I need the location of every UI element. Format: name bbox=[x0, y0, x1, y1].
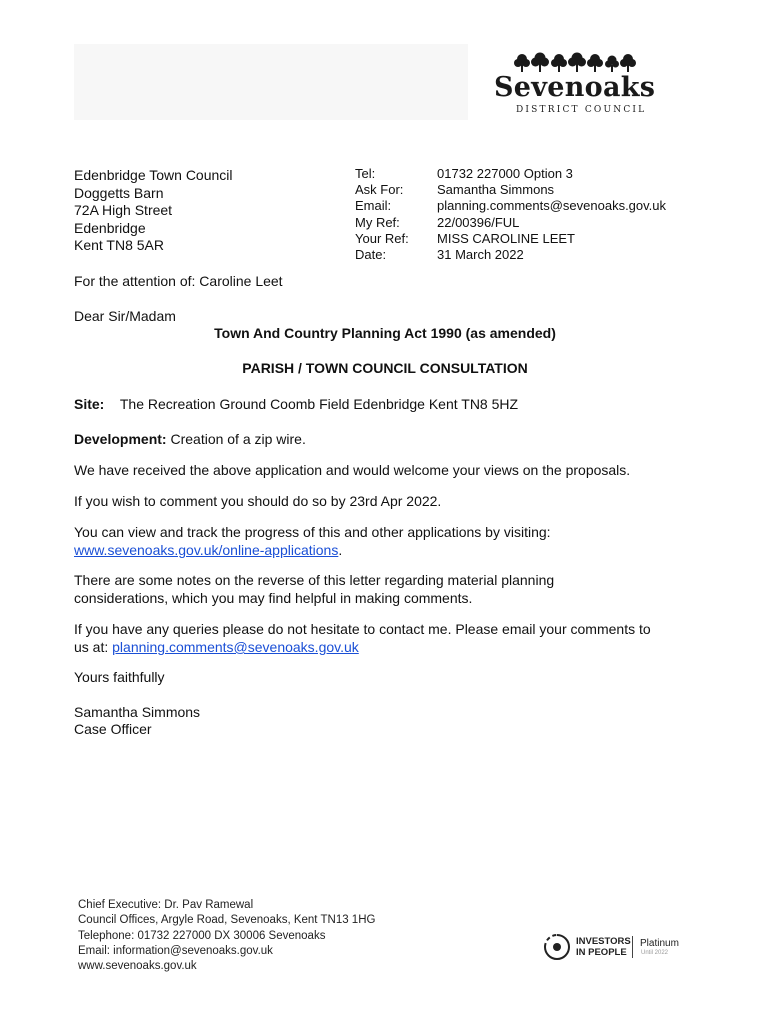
badge-divider bbox=[632, 936, 633, 958]
ask-for-row bbox=[355, 182, 666, 198]
my-ref-value: 22/00396/FUL bbox=[437, 214, 520, 230]
signer-title: Case Officer bbox=[74, 721, 152, 737]
track-suffix: . bbox=[338, 542, 343, 558]
email-label: Email: bbox=[355, 198, 392, 214]
salutation: Dear Sir/Madam bbox=[74, 308, 176, 324]
footer-line: Email: information@sevenoaks.gov.uk bbox=[78, 944, 273, 957]
queries-link-line bbox=[74, 638, 714, 656]
signoff: Yours faithfully bbox=[74, 669, 165, 685]
council-logo-subtitle: DISTRICT COUNCIL bbox=[516, 105, 647, 115]
site-value: The Recreation Ground Coomb Field Edenbridge Kent TN8 5HZ bbox=[119, 396, 519, 412]
email-value: planning.comments@sevenoaks.gov.uk bbox=[437, 198, 667, 214]
footer-line: Chief Executive: Dr. Pav Ramewal bbox=[78, 899, 254, 911]
track-text: You can view and track the progress of this and other applications by visiting: bbox=[74, 524, 551, 540]
email-row bbox=[355, 198, 666, 214]
investors-in-people-icon bbox=[542, 932, 572, 962]
online-applications-link[interactable]: www.sevenoaks.gov.uk/online-applications bbox=[74, 542, 339, 558]
act-heading: Town And Country Planning Act 1990 (as amended) bbox=[214, 325, 556, 341]
date-row bbox=[355, 247, 666, 263]
iip-line1: INVESTORS bbox=[576, 936, 631, 947]
track-paragraph bbox=[74, 523, 704, 559]
address-line: Kent TN8 5AR bbox=[74, 237, 165, 253]
reference-details bbox=[355, 166, 666, 263]
iip-line2: IN PEOPLE bbox=[576, 947, 627, 958]
your-ref-label: Your Ref: bbox=[355, 230, 409, 246]
address-line: 72A High Street bbox=[74, 202, 173, 218]
date-label: Date: bbox=[355, 247, 387, 263]
queries-text: If you have any queries please do not hesitate to contact me. Please email your comments to bbox=[74, 621, 651, 637]
ask-for-value: Samantha Simmons bbox=[437, 182, 555, 198]
redacted-header-block bbox=[74, 44, 468, 120]
track-link-line bbox=[74, 541, 704, 559]
your-ref-row bbox=[355, 231, 666, 247]
your-ref-value: MISS CAROLINE LEET bbox=[437, 230, 575, 246]
planning-email-link[interactable]: planning.comments@sevenoaks.gov.uk bbox=[112, 639, 359, 655]
queries-paragraph bbox=[74, 620, 714, 656]
deadline-paragraph: If you wish to comment you should do so by 23rd Apr 2022. bbox=[74, 493, 442, 509]
consultation-heading: PARISH / TOWN COUNCIL CONSULTATION bbox=[242, 360, 528, 376]
notes-line: There are some notes on the reverse of this letter regarding material planning bbox=[74, 572, 555, 588]
recipient-address bbox=[74, 167, 233, 255]
notes-paragraph bbox=[74, 571, 704, 607]
received-paragraph: We have received the above application and would welcome your views on the proposals. bbox=[74, 462, 631, 478]
development-value: Creation of a zip wire. bbox=[166, 431, 306, 447]
footer-line: www.sevenoaks.gov.uk bbox=[78, 960, 197, 973]
accreditation-level: Platinum bbox=[640, 938, 679, 949]
date-value: 31 March 2022 bbox=[437, 247, 524, 263]
my-ref-row bbox=[355, 215, 666, 231]
queries-prefix: us at: bbox=[74, 639, 113, 655]
investors-in-people-text bbox=[576, 936, 631, 958]
development-line bbox=[74, 430, 704, 448]
address-line: Edenbridge Town Council bbox=[74, 167, 233, 183]
ask-for-label: Ask For: bbox=[355, 182, 404, 198]
tel-value: 01732 227000 Option 3 bbox=[437, 166, 573, 181]
council-logo-name: Sevenoaks bbox=[494, 72, 656, 103]
development-label: Development: bbox=[74, 431, 167, 447]
tel-label: Tel: bbox=[355, 166, 376, 181]
tel-row bbox=[355, 166, 666, 182]
address-line: Edenbridge bbox=[74, 219, 146, 236]
council-footer bbox=[78, 898, 375, 974]
accreditation-year: Until 2022 bbox=[641, 950, 669, 956]
site-line bbox=[74, 395, 704, 413]
footer-line: Council Offices, Argyle Road, Sevenoaks, Kent TN13 1HG bbox=[78, 914, 376, 927]
my-ref-label: My Ref: bbox=[355, 214, 400, 230]
footer-line: Telephone: 01732 227000 DX 30006 Sevenoaks bbox=[78, 929, 326, 942]
site-label: Site: bbox=[74, 396, 105, 412]
notes-line: considerations, which you may find helpful in making comments. bbox=[74, 590, 473, 606]
address-line: Doggetts Barn bbox=[74, 184, 164, 201]
attention-line: For the attention of: Caroline Leet bbox=[74, 273, 283, 289]
signer-name: Samantha Simmons bbox=[74, 704, 201, 720]
